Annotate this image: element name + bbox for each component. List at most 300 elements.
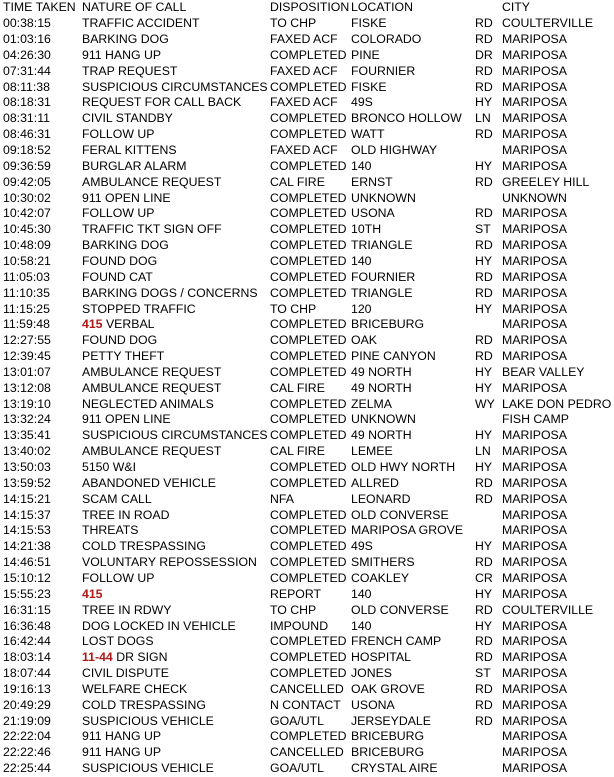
nature-text: FERAL KITTENS <box>82 143 177 157</box>
city-cell: COULTERVILLE <box>502 602 594 617</box>
nature-of-call-cell <box>82 761 214 777</box>
nature-of-call-cell <box>82 222 222 238</box>
city-cell: MARIPOSA <box>502 523 567 538</box>
nature-of-call-cell <box>82 64 177 80</box>
nature-text: BARKING DOG <box>82 238 169 253</box>
nature-text: BARKING DOGS / CONCERNS <box>82 285 258 300</box>
nature-of-call-cell <box>82 492 152 508</box>
location-cell: USONA <box>351 206 395 221</box>
street-suffix-cell: CR <box>475 570 493 585</box>
nature-text: 5150 W&I <box>82 460 136 474</box>
city-cell: MARIPOSA <box>502 681 567 696</box>
nature-of-call-cell <box>82 619 236 635</box>
nature-text: PETTY THEFT <box>82 349 165 364</box>
nature-of-call-cell <box>82 745 161 761</box>
nature-of-call-cell <box>82 698 206 714</box>
disposition-cell: IMPOUND <box>270 618 329 633</box>
disposition-cell: COMPLETED <box>270 317 347 332</box>
city-cell: MARIPOSA <box>502 586 567 601</box>
time-taken-cell: 09:36:59 <box>3 158 51 173</box>
city-cell: BEAR VALLEY <box>502 364 585 379</box>
nature-of-call-cell <box>82 634 154 650</box>
header-nature-of-call: NATURE OF CALL <box>82 0 187 14</box>
nature-of-call-cell <box>82 365 221 381</box>
nature-of-call-cell <box>82 444 221 460</box>
nature-text: NEGLECTED ANIMALS <box>82 396 214 411</box>
disposition-cell: COMPLETED <box>270 269 347 284</box>
nature-of-call-cell <box>82 539 206 555</box>
nature-of-call-cell <box>82 603 172 619</box>
time-taken-cell: 13:35:41 <box>3 428 51 443</box>
street-suffix-cell: HY <box>475 95 493 110</box>
time-taken-cell: 10:42:07 <box>3 206 51 221</box>
disposition-cell: COMPLETED <box>270 412 347 427</box>
location-cell: OLD CONVERSE <box>351 507 449 522</box>
disposition-cell: FAXED ACF <box>270 143 338 157</box>
location-cell: ALLRED <box>351 475 399 490</box>
time-taken-cell: 13:40:02 <box>3 444 51 459</box>
disposition-cell: COMPLETED <box>270 729 347 744</box>
city-cell: MARIPOSA <box>502 713 567 728</box>
location-cell: 49 NORTH <box>351 380 412 395</box>
location-cell: UNKNOWN <box>351 190 416 205</box>
nature-text: TREE IN ROAD <box>82 507 170 522</box>
nature-of-call-cell <box>82 682 187 698</box>
time-taken-cell: 10:58:21 <box>3 253 51 268</box>
nature-of-call-cell <box>82 48 161 64</box>
nature-of-call-cell <box>82 254 157 270</box>
location-cell: LEONARD <box>351 491 411 506</box>
header-time-taken: TIME TAKEN <box>3 0 76 14</box>
table-row <box>0 476 614 492</box>
city-cell: MARIPOSA <box>502 507 567 522</box>
time-taken-cell: 16:31:15 <box>3 602 51 617</box>
city-cell: MARIPOSA <box>502 650 567 665</box>
table-row <box>0 111 614 127</box>
city-cell: MARIPOSA <box>502 380 567 395</box>
nature-of-call-cell <box>82 206 154 222</box>
city-cell: MARIPOSA <box>502 570 567 585</box>
nature-text: REQUEST FOR CALL BACK <box>82 95 242 110</box>
disposition-cell: COMPLETED <box>270 523 347 538</box>
location-cell: UNKNOWN <box>351 412 416 427</box>
nature-of-call-cell <box>82 32 169 48</box>
time-taken-cell: 12:27:55 <box>3 333 51 348</box>
time-taken-cell: 11:15:25 <box>3 301 50 316</box>
table-row <box>0 349 614 365</box>
nature-of-call-cell <box>82 143 177 159</box>
nature-text: 911 OPEN LINE <box>82 412 171 427</box>
nature-text: CIVIL STANDBY <box>82 111 173 126</box>
table-row <box>0 254 614 270</box>
time-taken-cell: 13:32:24 <box>3 412 51 427</box>
time-taken-cell: 09:42:05 <box>3 174 51 189</box>
table-row <box>0 191 614 207</box>
city-cell: MARIPOSA <box>502 618 567 633</box>
street-suffix-cell: RD <box>475 238 493 253</box>
table-row <box>0 587 614 603</box>
table-row <box>0 127 614 143</box>
call-code: 415 <box>82 317 103 332</box>
city-cell: MARIPOSA <box>502 301 567 316</box>
location-cell: PINE <box>351 47 380 62</box>
city-cell: MARIPOSA <box>502 63 567 78</box>
disposition-cell: COMPLETED <box>270 206 347 221</box>
table-row <box>0 666 614 682</box>
nature-of-call-cell <box>82 127 154 143</box>
disposition-cell: REPORT <box>270 586 322 601</box>
disposition-cell: CAL FIRE <box>270 444 325 459</box>
city-cell: FISH CAMP <box>502 412 569 427</box>
time-taken-cell: 07:31:44 <box>3 63 51 78</box>
street-suffix-cell: RD <box>475 63 493 78</box>
table-row <box>0 143 614 159</box>
table-row <box>0 286 614 302</box>
nature-text: DOG LOCKED IN VEHICLE <box>82 618 236 633</box>
disposition-cell: COMPLETED <box>270 253 347 268</box>
time-taken-cell: 13:12:08 <box>3 380 51 395</box>
disposition-cell: COMPLETED <box>270 396 347 411</box>
city-cell: MARIPOSA <box>502 460 567 474</box>
table-row <box>0 80 614 96</box>
street-suffix-cell: RD <box>475 174 493 189</box>
disposition-cell: FAXED ACF <box>270 95 338 110</box>
location-cell: COLORADO <box>351 32 422 47</box>
city-cell: GREELEY HILL <box>502 174 590 189</box>
header-location: LOCATION <box>351 0 413 14</box>
time-taken-cell: 22:22:46 <box>3 745 51 760</box>
nature-text: SUSPICIOUS VEHICLE <box>82 761 214 776</box>
disposition-cell: TO CHP <box>270 602 317 617</box>
table-row <box>0 365 614 381</box>
street-suffix-cell: HY <box>475 539 493 554</box>
nature-of-call-cell <box>82 159 187 175</box>
location-cell: OLD CONVERSE <box>351 602 449 617</box>
time-taken-cell: 10:45:30 <box>3 222 51 237</box>
nature-text: VOLUNTARY REPOSSESSION <box>82 555 257 570</box>
city-cell: MARIPOSA <box>502 539 567 554</box>
disposition-cell: COMPLETED <box>270 127 347 142</box>
nature-of-call-cell <box>82 175 221 191</box>
time-taken-cell: 10:48:09 <box>3 238 51 253</box>
time-taken-cell: 15:10:12 <box>3 570 51 585</box>
location-cell: 140 <box>351 586 372 601</box>
nature-text: AMBULANCE REQUEST <box>82 174 222 189</box>
nature-text: FOLLOW UP <box>82 570 155 585</box>
city-cell: LAKE DON PEDRO <box>502 396 612 411</box>
street-suffix-cell: HY <box>475 460 493 474</box>
disposition-cell: CAL FIRE <box>270 174 325 189</box>
location-cell: ERNST <box>351 174 393 189</box>
table-row <box>0 64 614 80</box>
nature-text: TRAP REQUEST <box>82 63 178 78</box>
city-cell: MARIPOSA <box>502 444 567 459</box>
disposition-cell: CANCELLED <box>270 745 344 760</box>
disposition-cell: COMPLETED <box>270 634 347 649</box>
street-suffix-cell: RD <box>475 491 493 506</box>
location-cell: 140 <box>351 618 372 633</box>
street-suffix-cell: WY <box>475 396 495 411</box>
nature-text: 911 HANG UP <box>82 47 162 62</box>
street-suffix-cell: RD <box>475 32 493 47</box>
time-taken-cell: 01:03:16 <box>3 32 51 47</box>
location-cell: 49 NORTH <box>351 364 412 379</box>
nature-text: FOLLOW UP <box>82 206 155 221</box>
location-cell: FRENCH CAMP <box>351 634 442 649</box>
table-row <box>0 634 614 650</box>
table-row <box>0 682 614 698</box>
disposition-cell: COMPLETED <box>270 190 347 205</box>
city-cell: MARIPOSA <box>502 206 567 221</box>
nature-of-call-cell <box>82 412 171 428</box>
city-cell: MARIPOSA <box>502 491 567 506</box>
location-cell: 49 NORTH <box>351 428 412 443</box>
time-taken-cell: 13:01:07 <box>3 364 51 379</box>
city-cell: COULTERVILLE <box>502 16 594 31</box>
table-row <box>0 317 614 333</box>
nature-text: DR SIGN <box>116 650 168 665</box>
city-cell: MARIPOSA <box>502 317 567 332</box>
city-cell: MARIPOSA <box>502 745 567 760</box>
disposition-cell: TO CHP <box>270 16 317 31</box>
location-cell: FOURNIER <box>351 269 416 284</box>
disposition-cell: GOA/UTL <box>270 761 324 776</box>
street-suffix-cell: HY <box>475 364 493 379</box>
disposition-cell: CAL FIRE <box>270 380 325 395</box>
time-taken-cell: 14:15:21 <box>3 491 51 506</box>
location-cell: COAKLEY <box>351 570 410 585</box>
nature-of-call-cell <box>82 381 221 397</box>
location-cell: FISKE <box>351 79 387 94</box>
disposition-cell: COMPLETED <box>270 570 347 585</box>
location-cell: 49S <box>351 95 373 110</box>
city-cell: MARIPOSA <box>502 697 567 712</box>
street-suffix-cell: HY <box>475 158 493 173</box>
time-taken-cell: 15:55:23 <box>3 586 51 601</box>
nature-text: SCAM CALL <box>82 491 152 506</box>
table-row <box>0 397 614 413</box>
time-taken-cell: 16:36:48 <box>3 618 51 633</box>
city-cell: MARIPOSA <box>502 666 567 681</box>
location-cell: HOSPITAL <box>351 650 411 665</box>
time-taken-cell: 10:30:02 <box>3 190 51 205</box>
city-cell: MARIPOSA <box>502 47 567 62</box>
location-cell: BRONCO HOLLOW <box>351 111 462 126</box>
city-cell: MARIPOSA <box>502 79 567 94</box>
disposition-cell: COMPLETED <box>270 539 347 554</box>
location-cell: FOURNIER <box>351 63 416 78</box>
table-row <box>0 729 614 745</box>
disposition-cell: COMPLETED <box>270 666 347 681</box>
street-suffix-cell: ST <box>475 222 491 237</box>
time-taken-cell: 14:15:53 <box>3 523 51 538</box>
time-taken-cell: 14:21:38 <box>3 539 51 554</box>
nature-text: BARKING DOG <box>82 32 169 47</box>
street-suffix-cell: HY <box>475 586 493 601</box>
table-row <box>0 698 614 714</box>
street-suffix-cell: LN <box>475 444 491 459</box>
street-suffix-cell: RD <box>475 79 493 94</box>
city-cell: MARIPOSA <box>502 222 567 237</box>
street-suffix-cell: RD <box>475 634 493 649</box>
city-cell: MARIPOSA <box>502 32 567 47</box>
time-taken-cell: 04:26:30 <box>3 47 51 62</box>
nature-of-call-cell <box>82 523 138 539</box>
street-suffix-cell: RD <box>475 127 493 142</box>
nature-text: TRAFFIC TKT SIGN OFF <box>82 222 222 237</box>
nature-of-call-cell <box>82 460 136 476</box>
header-disposition: DISPOSITION <box>270 0 350 14</box>
nature-of-call-cell <box>82 666 169 682</box>
nature-of-call-cell <box>82 508 169 524</box>
location-cell: BRICEBURG <box>351 729 425 744</box>
time-taken-cell: 14:15:37 <box>3 507 51 522</box>
table-row <box>0 270 614 286</box>
city-cell: MARIPOSA <box>502 428 567 443</box>
time-taken-cell: 19:16:13 <box>3 681 51 696</box>
time-taken-cell: 08:18:31 <box>3 95 51 110</box>
disposition-cell: FAXED ACF <box>270 32 338 47</box>
street-suffix-cell: RD <box>475 650 493 665</box>
table-row <box>0 571 614 587</box>
location-cell: JERSEYDALE <box>351 713 431 728</box>
street-suffix-cell: RD <box>475 555 493 570</box>
nature-text: TREE IN RDWY <box>82 602 172 617</box>
city-cell: MARIPOSA <box>502 349 567 364</box>
street-suffix-cell: LN <box>475 111 491 126</box>
time-taken-cell: 18:03:14 <box>3 650 51 665</box>
time-taken-cell: 21:19:09 <box>3 713 51 728</box>
nature-of-call-cell <box>82 270 153 286</box>
city-cell: MARIPOSA <box>502 333 567 348</box>
location-cell: ZELMA <box>351 396 392 411</box>
nature-of-call-cell <box>82 476 216 492</box>
city-cell: MARIPOSA <box>502 127 567 142</box>
disposition-cell: COMPLETED <box>270 333 347 348</box>
disposition-cell: CANCELLED <box>270 681 344 696</box>
city-cell: MARIPOSA <box>502 761 567 776</box>
nature-of-call-cell <box>82 191 171 207</box>
nature-of-call-cell <box>82 111 173 127</box>
table-row <box>0 222 614 238</box>
street-suffix-cell: HY <box>475 253 493 268</box>
time-taken-cell: 09:18:52 <box>3 143 51 157</box>
nature-text: BURGLAR ALARM <box>82 158 187 173</box>
table-row <box>0 523 614 539</box>
location-cell: USONA <box>351 697 395 712</box>
street-suffix-cell: HY <box>475 380 493 395</box>
location-cell: BRICEBURG <box>351 317 425 332</box>
nature-of-call-cell <box>82 729 161 745</box>
location-cell: OLD HIGHWAY <box>351 143 438 157</box>
disposition-cell: COMPLETED <box>270 507 347 522</box>
city-cell: MARIPOSA <box>502 475 567 490</box>
disposition-cell: COMPLETED <box>270 111 347 126</box>
disposition-cell: N CONTACT <box>270 697 341 712</box>
nature-text: SUSPICIOUS VEHICLE <box>82 713 214 728</box>
table-row <box>0 32 614 48</box>
disposition-cell: COMPLETED <box>270 650 347 665</box>
time-taken-cell: 08:11:38 <box>3 79 50 94</box>
nature-of-call-cell <box>82 349 164 365</box>
street-suffix-cell: HY <box>475 428 493 443</box>
time-taken-cell: 11:59:48 <box>3 317 50 332</box>
table-row <box>0 238 614 254</box>
disposition-cell: COMPLETED <box>270 238 347 253</box>
street-suffix-cell: RD <box>475 475 493 490</box>
location-cell: LEMEE <box>351 444 393 459</box>
call-code: 11-44 <box>82 650 113 665</box>
street-suffix-cell: RD <box>475 285 493 300</box>
location-cell: CRYSTAL AIRE <box>351 761 438 776</box>
location-cell: OAK <box>351 333 377 348</box>
nature-text: VERBAL <box>105 317 155 332</box>
nature-text: FOUND CAT <box>82 269 153 284</box>
nature-of-call-cell <box>82 428 268 444</box>
location-cell: JONES <box>351 666 392 681</box>
nature-of-call-cell <box>82 80 268 96</box>
nature-text: CIVIL DISPUTE <box>82 666 170 681</box>
street-suffix-cell: RD <box>475 713 493 728</box>
location-cell: 49S <box>351 539 373 554</box>
street-suffix-cell: RD <box>475 602 493 617</box>
city-cell: MARIPOSA <box>502 238 567 253</box>
disposition-cell: TO CHP <box>270 301 317 316</box>
city-cell: MARIPOSA <box>502 158 567 173</box>
location-cell: BRICEBURG <box>351 745 425 760</box>
street-suffix-cell: RD <box>475 697 493 712</box>
nature-text: STOPPED TRAFFIC <box>82 301 196 316</box>
disposition-cell: FAXED ACF <box>270 63 338 78</box>
disposition-cell: COMPLETED <box>270 428 347 443</box>
street-suffix-cell: RD <box>475 269 493 284</box>
nature-text: SUSPICIOUS CIRCUMSTANCES <box>82 428 268 443</box>
location-cell: TRIANGLE <box>351 238 413 253</box>
street-suffix-cell: HY <box>475 301 493 316</box>
city-cell: MARIPOSA <box>502 111 567 126</box>
location-cell: OLD HWY NORTH <box>351 460 456 474</box>
nature-of-call-cell <box>82 317 154 333</box>
disposition-cell: COMPLETED <box>270 460 347 474</box>
nature-text: COLD TRESPASSING <box>82 697 206 712</box>
table-row <box>0 492 614 508</box>
location-cell: TRIANGLE <box>351 285 413 300</box>
nature-of-call-cell <box>82 571 154 587</box>
nature-text: 911 HANG UP <box>82 745 162 760</box>
location-cell: PINE CANYON <box>351 349 436 364</box>
disposition-cell: COMPLETED <box>270 555 347 570</box>
street-suffix-cell: ST <box>475 666 491 681</box>
time-taken-cell: 12:39:45 <box>3 349 51 364</box>
location-cell: WATT <box>351 127 385 142</box>
nature-of-call-cell <box>82 238 169 254</box>
nature-of-call-cell <box>82 397 214 413</box>
disposition-cell: COMPLETED <box>270 222 347 237</box>
time-taken-cell: 13:50:03 <box>3 460 51 474</box>
nature-of-call-cell <box>82 16 200 32</box>
table-row <box>0 159 614 175</box>
nature-text: THREATS <box>82 523 139 538</box>
city-cell: MARIPOSA <box>502 269 567 284</box>
disposition-cell: COMPLETED <box>270 79 347 94</box>
table-row <box>0 95 614 111</box>
disposition-cell: NFA <box>270 491 294 506</box>
street-suffix-cell: RD <box>475 681 493 696</box>
city-cell: MARIPOSA <box>502 555 567 570</box>
table-row <box>0 302 614 318</box>
nature-text: 911 HANG UP <box>82 729 162 744</box>
table-row <box>0 555 614 571</box>
